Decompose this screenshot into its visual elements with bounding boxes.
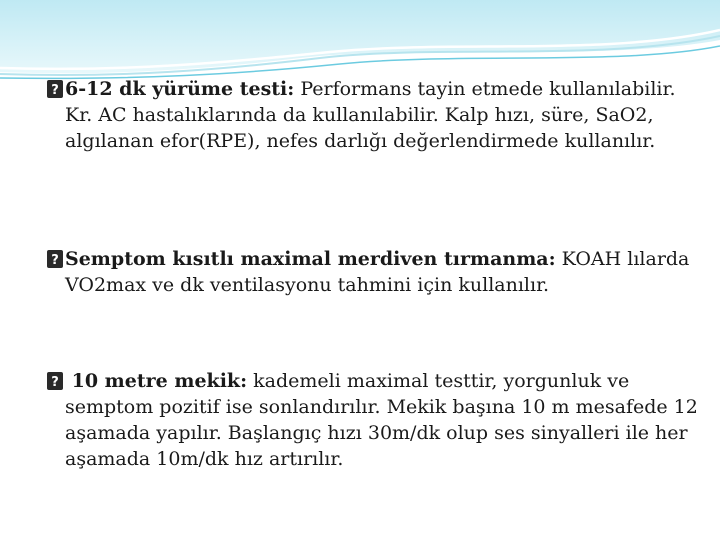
bullet-walk-test bbox=[47, 76, 705, 154]
bullet-marker-icon bbox=[47, 80, 63, 98]
bullet-marker-icon bbox=[47, 372, 63, 390]
bullet-marker-icon bbox=[47, 250, 63, 268]
bullet-term: 6-12 dk yürüme testi: bbox=[65, 78, 295, 100]
bullet-text: KOAH lılarda VO2max ve dk ventilasyonu tahmini için kullanılır. bbox=[65, 248, 690, 296]
bullet-text: Performans tayin etmede kullanılabilir. Kr. AC hastalıklarında da kullanılabilir. Kalp hızı, süre, SaO2, algılanan efor(RPE), nefes darlığı değerlendirmede kullanılır. bbox=[65, 78, 676, 152]
bullet-term: 10 metre mekik: bbox=[65, 370, 248, 392]
bullet-text: kademeli maximal testtir, yorgunluk ve semptom pozitif ise sonlandırılır. Mekik başına 10 m mesafede 12 aşamada yapılır. Başlangıç hızı 30m/dk olup ses sinyalleri ile her aşamada 10m/dk hız artırılır. bbox=[65, 370, 698, 470]
bullet-term: Semptom kısıtlı maximal merdiven tırmanma: bbox=[65, 248, 556, 270]
bullet-stair-climb bbox=[47, 246, 705, 298]
bullet-shuttle-test bbox=[47, 368, 705, 472]
